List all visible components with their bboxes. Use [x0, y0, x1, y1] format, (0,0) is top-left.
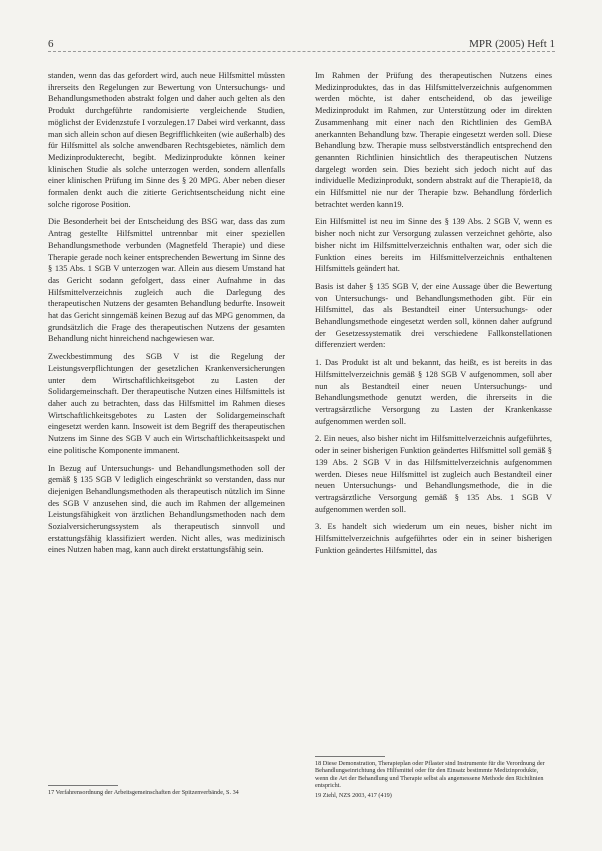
list-item: 2. Ein neues, also bisher nicht im Hilfsmittelverzeichnis aufgeführtes, oder in seiner bisherigen Funktion geändertes Hilfsmittel soll gemäß § 139 Abs. 2 SGB V in das Hilfsmittelverzeichnis aufgenommen werden. Dieses neue Hilfsmittel ist zugleich auch Bestandteil einer neuen Untersuchungs- und Behandlungsmethode, die in die vertragsärztliche Versorgung gemäß § 135 Abs. 1 SGB V aufgenommen werden soll.: [315, 434, 552, 514]
paragraph: Ein Hilfsmittel ist neu im Sinne des § 139 Abs. 2 SGB V, wenn es bisher noch nicht zur Versorgung zulassen verzeichnet gehörte, also bisher nicht im Hilfsmittelverzeichnis enthalten war, oder sich die Funktion eines bereits im Hilfsmittelverzeichnis enthaltenen Hilfsmittels geändert hat.: [315, 217, 552, 274]
paragraph: standen, wenn das das gefordert wird, auch neue Hilfsmittel müssten ihrerseits den Regelungen zur Bewertung von Untersuchungs- und Behandlungsmethoden abstrakt folgen und daher auch gelten als den Produkt durchgeführte randomisierte vergleichende Studien, möglichst der Evidenzstufe I vorzulegen.17 Dabei wird verkannt, dass man sich allein schon auf diesen Begrifflichkeiten (wie außerhalb) des für Hilfsmittel als solche anwendbaren Rechtsgebietes, nämlich dem Medizinprodukterecht, begibt. Medizinprodukte können keiner klinischen Studie als solche unterzogen werden, sondern allenfalls einer klinischen Prüfung im Sinne des § 20 MPG. Aber neben dieser formalen denkt auch die zitierte Gerichtsentscheidung nicht eine solche rigorose Position.: [48, 71, 285, 209]
journal-reference: MPR (2005) Heft 1: [469, 38, 555, 50]
right-column: [315, 70, 552, 562]
list-item: 1. Das Produkt ist alt und bekannt, das heißt, es ist bereits in das Hilfsmittelverzeichnis gemäß § 128 SGB V aufgenommen, soll aber nun als Bestandteil einer neuen Untersuchungs- und Behandlungsmethode genutzt werden, die ihrerseits in die vertragsärztliche Versorgung zu Lasten der Krankenkasse aufgenommen werden soll.: [315, 358, 552, 426]
page-header: [48, 38, 555, 52]
right-footnotes: [315, 752, 552, 801]
page-number: 6: [48, 38, 54, 50]
paragraph: Basis ist daher § 135 SGB V, der eine Aussage über die Bewertung von Untersuchungs- und Behandlungsmethoden gibt. Für ein Hilfsmittel, das als Bestandteil einer Untersuchungs- oder Behandlungsmethode eingesetzt werden soll, können daher aufgrund der Gesetzessystematik drei verschiedene Fallkonstellationen differenziert werden:: [315, 281, 552, 350]
footnote: 17 Verfahrensordnung der Arbeitsgemeinschaften der Spitzenverbände, S. 34: [48, 789, 239, 796]
footnote: 19 Ziehl, NZS 2003, 417 (419): [315, 791, 392, 799]
list-item: 3. Es handelt sich wiederum um ein neues, bisher nicht im Hilfsmittelverzeichnis aufgeführtes oder ein in seiner bisherigen Funktion geändertes Hilfsmittel, das: [315, 522, 552, 555]
paragraph: Im Rahmen der Prüfung des therapeutischen Nutzens eines Medizinproduktes, das in das Hilfsmittelverzeichnis aufgenommen werden möchte, ist daher entscheidend, ob das jeweilige Medizinprodukt im Rahmen, zur Unterstützung oder im direkten Zusammenhang mit einer nach den Richtlinien des GemBA anerkannten Behandlung bzw. Therapie eingesetzt werden soll. Diese Behandlung bzw. Therapie muss selbstverständlich entsprechend den genannten Richtlinien hinsichtlich des therapeutischen Nutzens dargelegt worden sein. Dies bezieht sich jedoch nicht auf das individuelle Medizinprodukt, sondern abstrakt auf die Therapie18, da ein Hilfsmittel nie nur der Therapie bzw. Behandlung förderlich betrachtet werden kann19.: [315, 71, 552, 209]
paragraph: Die Besonderheit bei der Entscheidung des BSG war, dass das zum Antrag gestellte Hilfsmittel untrennbar mit einer speziellen Behandlungsmethode verbunden (Magnetfeld Therapie) und diese Therapie gerade noch keiner entsprechenden Bewertung im Sinne des § 135 Abs. 1 SGB V unterzogen war. Allein aus diesem Umstand hat das Gericht sodann gefolgert, dass einer Aufnahme in das Hilfsmittelverzeichnis zugleich auch die Darlegung des therapeutischen Nutzens der gesamten Behandlung bedurfte. Insoweit hat das Gericht sinngemäß keinen Bezug auf das MPG genommen, da grundsätzlich die Frage des therapeutischen Nutzens der gesamten Behandlung nicht hinreichend nachgewiesen war.: [48, 217, 285, 344]
left-column: [48, 70, 285, 562]
paragraph: In Bezug auf Untersuchungs- und Behandlungsmethoden soll der gemäß § 135 SGB V lediglich eingeschränkt so verstanden, dass nur diejenigen Behandlungsmethoden als therapeutisch nützlich im Sinne des SGB V anzusehen sind, die auch im Rahmen der allgemeinen Leistungsfähigkeit von ärztlichen Behandlungsmethoden nach dem Sozialversicherungssystem als therapeutisch sinnvoll und erstattungsfähig klassifiziert werden. Nicht alles, was medizinisch eines Nutzen haben mag, kann auch direkt erstattungsfähig sein.: [48, 463, 285, 555]
left-footnotes: [48, 781, 285, 798]
paragraph: Zweckbestimmung des SGB V ist die Regelung der Leistungsverpflichtungen der gesetzlichen Krankenversicherungen unter dem Wirtschaftlichkeitsgebot zu Lasten der Solidargemeinschaft. Der therapeutische Nutzen eines Hilfsmittels ist daher auch zu betrachten, dass das Hilfsmittel im Rahmen dieses Wirtschaftlichkeitsgebotes zu Lasten der Solidargemeinschaft eingesetzt werden kann. Insoweit ist dem Begriff des therapeutischen Nutzens im Sinne des SGB V auch ein Wirtschaftlichkeitsaspekt und eine politische Komponente immanent.: [48, 352, 285, 455]
footnote: 18 Diese Demonstration, Therapieplan oder Pflaster sind Instrumente für die Verordnung der Behandlungseinrichtung des Hilfsmittel oder für den Einsatz bestimmte Medizinprodukte, wenn die Art der Behandlung und Therapie selbst als angemessene Methode den Richtlinien entspricht.: [315, 760, 545, 790]
footnote-rule: [315, 756, 385, 757]
footnote-rule: [48, 785, 118, 786]
